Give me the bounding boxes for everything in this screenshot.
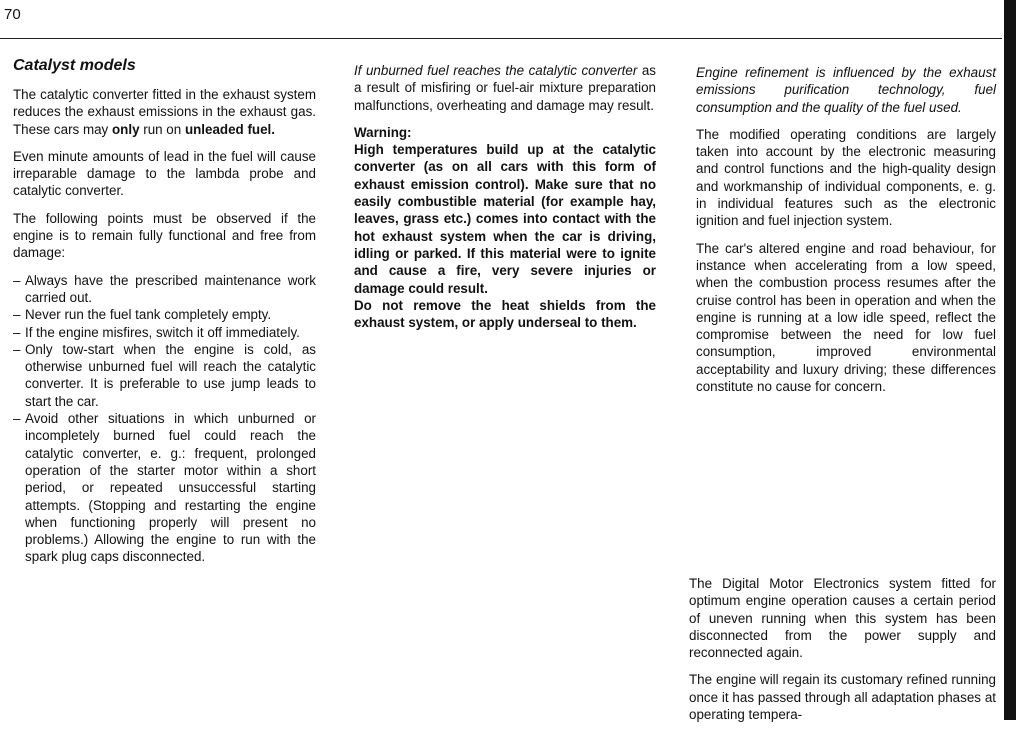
unburned-fuel-italic: If unburned fuel reaches the catalytic converter (354, 63, 638, 78)
page-number: 70 (4, 6, 21, 23)
paragraph-engine-refinement: Engine refinement is influenced by the exhaust emissions purification technology, fuel consumption and the quality of the fuel used. (696, 65, 996, 115)
page-edge-bar (1004, 0, 1016, 720)
paragraph-road-behaviour: The car's altered engine and road behaviour, for instance when accelerating from a low speed, when the combustion process resumes after the cruise control has been in operation and when the engine is running at a low idle speed, reflect the compromise between the need for low fuel consumption, improved environmental acceptability and luxury driving; these differences constitute no cause for concern. (696, 240, 996, 395)
paragraph-points-intro: The following points must be observed if the engine is to remain fully functional and free from damage: (13, 210, 316, 261)
warning-text: High temperatures build up at the catalytic converter (as on all cars with this form of exhaust emission control). Make sure that no easily combustible material (for example hay, leaves, grass etc.) comes into contact with the hot exhaust system when the car is driving, idling or parked. If this material were to ignite and cause a fire, very severe injuries or damage could result. (354, 142, 656, 296)
paragraph-adaptation: The engine will regain its customary refined running once it has passed through all adaptation phases at operating tempera- (689, 672, 996, 723)
paragraph-lead-damage: Even minute amounts of lead in the fuel will cause irreparable damage to the lambda probe and catalytic converter. (13, 148, 316, 199)
list-item: – If the engine misfires, switch it off immediately. (13, 324, 316, 341)
unburned-fuel-rest: as a result of misfiring or fuel-air mixture preparation malfunctions, overheating and damage may result. (354, 63, 656, 113)
only-emphasis: only (111, 121, 140, 137)
list-item: – Always have the prescribed maintenance work carried out. (13, 272, 316, 307)
column-right (696, 64, 996, 405)
unleaded-fuel-emphasis: unleaded fuel. (184, 121, 275, 137)
column-right-lower (689, 575, 996, 733)
paragraph-catalyst-intro (13, 86, 316, 138)
list-item: – Never run the fuel tank completely empty. (13, 306, 316, 323)
list-item: – Avoid other situations in which unburned or incompletely burned fuel could reach the catalytic converter, e. g.: frequent, prolonged operation of the starter motor within a short period, or repeated unsuccessful starting attempts. (Stopping and restarting the engine when functioning properly will present no problems.) Allowing the engine to run with the spark plug caps disconnected. (13, 410, 316, 566)
paragraph-digital-motor-electronics: The Digital Motor Electronics system fitted for optimum engine operation causes a certain period of uneven running when this system has been disconnected from the power supply and reconnected again. (689, 576, 996, 661)
section-heading: Catalyst models (13, 57, 136, 74)
intro-text-2: run on (139, 121, 185, 137)
paragraph-operating-conditions: The modified operating conditions are largely taken into account by the electronic measuring and control functions and the high-quality design and workmanship of individual components, e. g. in individual features such as the electronic ignition and fuel injection system. (696, 126, 996, 229)
column-middle (354, 62, 656, 341)
warning-label: Warning: (354, 124, 412, 140)
list-item: – Only tow-start when the engine is cold, as otherwise unburned fuel will reach the catalytic converter. It is preferable to use jump leads to start the car. (13, 341, 316, 410)
column-left (13, 56, 316, 566)
warning-text-heat-shields: Do not remove the heat shields from the exhaust system, or apply underseal to them. (354, 297, 656, 331)
intro-text: The catalytic converter fitted in the exhaust system reduces the exhaust emissions in the exhaust gas. These cars may (13, 87, 316, 137)
paragraph-unburned-fuel (354, 62, 656, 114)
header-rule (0, 38, 1002, 39)
precautions-list (13, 272, 316, 566)
